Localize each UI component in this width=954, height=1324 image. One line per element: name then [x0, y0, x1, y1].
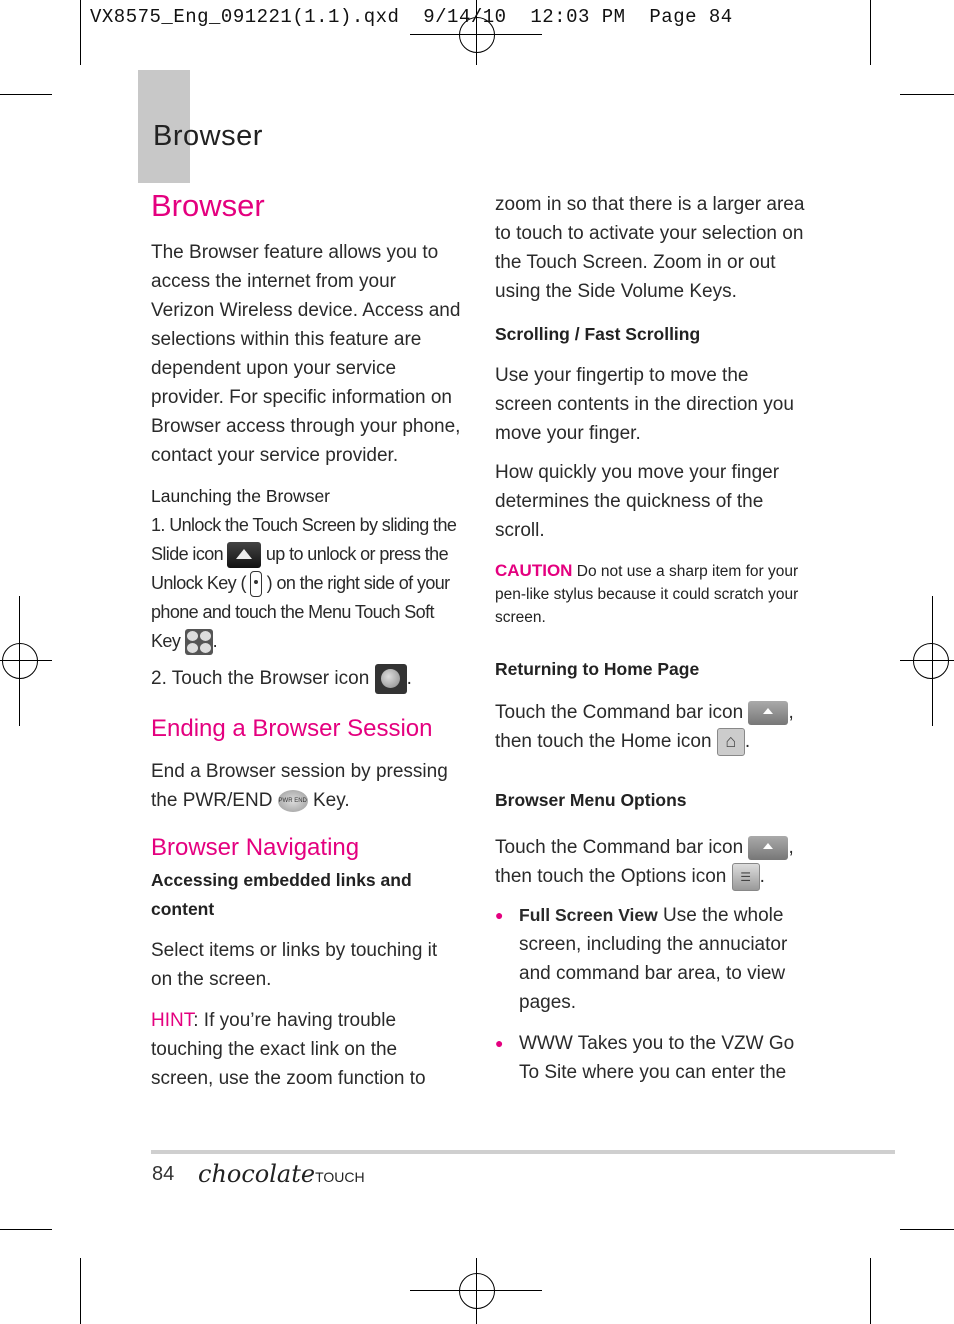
step-2-end: . — [406, 668, 412, 690]
scroll-paragraph-2: How quickly you move your finger determines the quickness of the scroll. — [495, 462, 780, 541]
section-title: Browser — [153, 120, 263, 152]
pwr-end-key-icon: PWR END — [278, 790, 308, 812]
home-text: Touch the Command bar icon — [495, 702, 744, 723]
bullet-icon: ● — [495, 907, 504, 923]
registration-mark — [913, 643, 949, 679]
bullet-icon: ● — [495, 1035, 504, 1051]
bullet-text: Takes you to the VZW Go To Site where you can enter the — [519, 1033, 795, 1083]
hint-paragraph — [151, 1006, 461, 1093]
menu-soft-key-icon — [185, 629, 213, 655]
browser-icon — [375, 664, 407, 694]
crop-mark — [0, 1229, 52, 1230]
registration-mark — [459, 1273, 495, 1309]
brand-logo — [198, 1160, 365, 1188]
navigating-heading: Browser Navigating — [151, 834, 360, 861]
ending-text-b: Key. — [312, 790, 350, 811]
print-slug: VX8575_Eng_091221(1.1).qxd 9/14/10 12:03 PM Page 84 — [90, 6, 733, 28]
command-bar-icon — [748, 701, 788, 725]
home-end: . — [744, 731, 751, 752]
caution-note — [495, 559, 805, 629]
caution-text: Do not use a sharp item for your pen-like stylus because it could scratch your screen. — [495, 563, 799, 626]
bullet-full-screen — [495, 901, 805, 1017]
left-column — [151, 238, 461, 1093]
scroll-heading: Scrolling / Fast Scrolling — [495, 324, 701, 344]
step-1-text: 1. Unlock the Touch Screen by sliding the Slide icon — [151, 515, 457, 564]
home-heading: Returning to Home Page — [495, 659, 700, 679]
menu-paragraph — [495, 833, 805, 891]
menu-end: . — [759, 866, 765, 887]
step-1-end: . — [212, 631, 218, 651]
bullet-label: Full Screen View — [519, 905, 658, 925]
crop-mark — [900, 94, 954, 95]
registration-mark — [2, 643, 38, 679]
intro-paragraph: The Browser feature allows you to access the internet from your Verizon Wireless device. Access and selections within this feature are dependent upon your service provider. For specific information on Browser access through your phone, contact your service provider. — [151, 242, 461, 466]
select-paragraph: Select items or links by touching it on the screen. — [151, 940, 438, 990]
launch-heading: Launching the Browser — [151, 486, 330, 506]
logo-text: chocolate — [198, 1160, 316, 1188]
crop-mark — [870, 1258, 871, 1324]
unlock-key-icon — [250, 571, 262, 597]
scroll-paragraph-1: Use your fingertip to move the screen contents in the direction you move your finger. — [495, 365, 794, 444]
menu-text: Touch the Command bar icon — [495, 837, 744, 858]
home-icon: ⌂ — [717, 728, 745, 756]
bullet-www — [495, 1029, 805, 1087]
bullet-text: Use the whole screen, including the annuciator and command bar area, to view pages. — [519, 905, 788, 1013]
footer-rule — [151, 1150, 895, 1154]
command-bar-icon — [748, 836, 788, 860]
crop-mark — [80, 0, 81, 65]
ending-paragraph — [151, 757, 461, 815]
crop-mark — [0, 94, 52, 95]
step-1 — [151, 511, 461, 656]
options-icon: ☰ — [732, 863, 760, 891]
ending-heading: Ending a Browser Session — [151, 715, 433, 742]
home-paragraph — [495, 698, 805, 756]
hint-label: HINT — [151, 1010, 194, 1031]
crop-mark — [870, 0, 871, 65]
step-2-text: 2. Touch the Browser icon — [151, 668, 370, 690]
step-2 — [151, 664, 461, 694]
crop-mark — [80, 1258, 81, 1324]
menu-heading: Browser Menu Options — [495, 790, 687, 810]
page-number: 84 — [152, 1163, 175, 1185]
slide-icon — [227, 542, 261, 568]
right-column — [495, 190, 805, 1087]
step-1-text-c: ) on the right side of your phone and touch the Menu Touch Soft Key — [151, 573, 450, 651]
bullet-label: WWW — [519, 1033, 573, 1054]
ending-text: End a Browser session by pressing the PWR/END — [151, 761, 448, 811]
zoom-paragraph: zoom in so that there is a larger area to touch to activate your selection on the Touch Screen. Zoom in or out using the Side Volume Keys. — [495, 194, 805, 302]
step-1-text-b: up to unlock or press the Unlock Key ( — [151, 544, 448, 593]
logo-suffix: TOUCH — [315, 1169, 365, 1185]
caution-label: CAUTION — [495, 561, 573, 580]
embedded-heading: Accessing embedded links and content — [151, 870, 412, 919]
menu-text-b: , then touch the Options icon — [495, 837, 794, 887]
hint-text: : If you’re having trouble touching the exact link on the screen, use the zoom function to — [151, 1010, 426, 1089]
crop-mark — [900, 1229, 954, 1230]
home-text-b: , then touch the Home icon — [495, 702, 794, 752]
page-title: Browser — [151, 188, 265, 223]
